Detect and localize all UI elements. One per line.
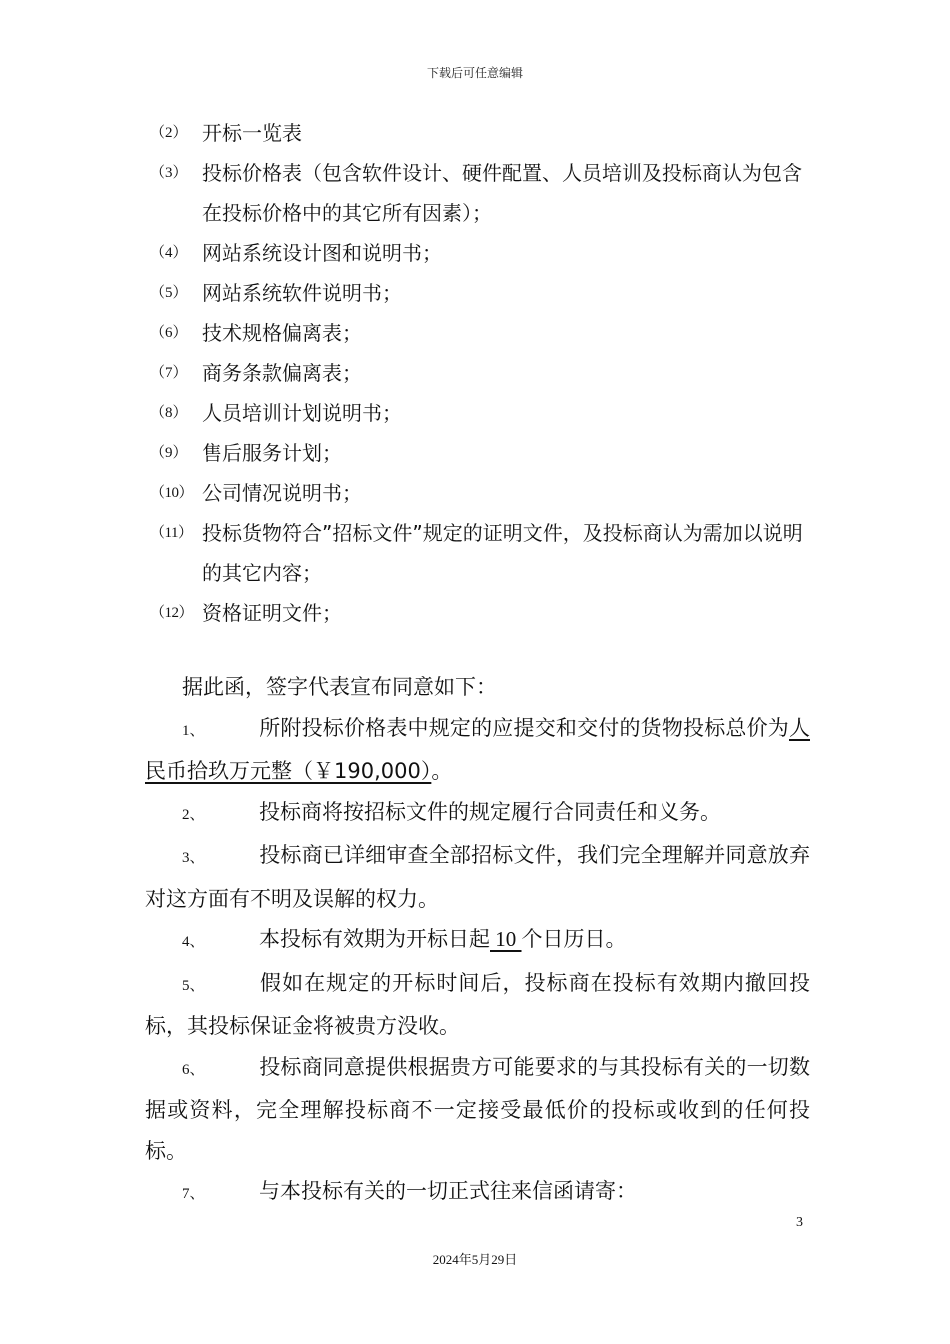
clause-1 <box>145 708 810 792</box>
clause-2 <box>145 792 810 836</box>
list-item-text: 开标一览表 <box>202 121 302 145</box>
list-item <box>150 153 810 233</box>
list-item <box>150 393 810 433</box>
list-item-text: 人员培训计划说明书； <box>202 401 402 425</box>
list-item-text: 技术规格偏离表； <box>202 321 362 345</box>
list-item <box>150 113 810 153</box>
list-item-number: （9） <box>150 445 188 461</box>
clause-text: 投标商将按招标文件的规定履行合同责任和义务。 <box>259 799 721 824</box>
list-item-text: 网站系统软件说明书； <box>202 281 402 305</box>
clause-number: 3、 <box>182 850 205 866</box>
list-item-text: 公司情况说明书； <box>202 481 362 505</box>
clause-number: 6、 <box>182 1061 205 1078</box>
clause-4 <box>145 919 810 963</box>
list-item <box>150 593 810 633</box>
clause-number: 4、 <box>182 934 205 950</box>
clause-6 <box>145 1047 810 1172</box>
list-item <box>150 353 810 393</box>
list-item-text: 投标货物符合”招标文件”规定的证明文件，及投标商认为需加以说明的其它内容； <box>202 521 803 585</box>
clause-text: 投标商同意提供根据贵方可能要求的与其投标有关的一切数据或资料，完全理解投标商不一定接受最低价的投标或收到的任何投标。 <box>145 1054 810 1163</box>
list-item-text: 资格证明文件； <box>202 601 342 625</box>
list-item-number: （2） <box>150 125 188 141</box>
list-item-number: （8） <box>150 405 188 421</box>
clause-number: 7、 <box>182 1186 205 1202</box>
list-item-number: （4） <box>150 245 188 261</box>
list-item <box>150 433 810 473</box>
declaration-intro: 据此函，签字代表宣布同意如下： <box>182 675 497 699</box>
clause-text: 假如在规定的开标时间后，投标商在投标有效期内撤回投标，其投标保证金将被贵方没收。 <box>145 970 810 1038</box>
document-list <box>150 113 810 633</box>
list-item <box>150 233 810 273</box>
clause-text: 本投标有效期为开标日起 <box>259 927 490 951</box>
list-item <box>150 273 810 313</box>
clause-number: 2、 <box>182 806 205 823</box>
declaration-body <box>145 667 810 1215</box>
page-header: 下载后可任意编辑 <box>426 66 523 80</box>
clause-5 <box>145 963 810 1047</box>
clause-7 <box>145 1171 810 1215</box>
list-item-number: （3） <box>150 165 188 181</box>
list-item <box>150 313 810 353</box>
list-item-text: 商务条款偏离表； <box>202 361 362 385</box>
list-item-number: （5） <box>150 285 188 301</box>
validity-days: 10 <box>490 927 522 951</box>
clause-text: 所附投标价格表中规定的应提交和交付的货物投标总价为 <box>259 715 789 740</box>
clause-text: 投标商已详细审查全部招标文件，我们完全理解并同意放弃对这方面有不明及误解的权力。 <box>145 843 810 911</box>
page-number: 3 <box>796 1215 803 1230</box>
list-item-number: （6） <box>150 325 188 341</box>
list-item-number: （7） <box>150 365 188 381</box>
list-item-number: （12） <box>150 605 194 621</box>
bid-amount: 人民币拾玖万元整（￥190,000） <box>145 715 810 783</box>
list-item-text: 投标价格表（包含软件设计、硬件配置、人员培训及投标商认为包含在投标价格中的其它所有因素）； <box>202 161 802 225</box>
page-footer-date: 2024年5月29日 <box>432 1252 518 1267</box>
clause-number: 1、 <box>182 722 205 739</box>
list-item-text: 售后服务计划； <box>202 441 342 465</box>
list-item-text: 网站系统设计图和说明书； <box>202 241 442 265</box>
clause-text: 与本投标有关的一切正式往来信函请寄： <box>259 1179 637 1203</box>
list-item <box>150 513 810 593</box>
list-item-number: （10） <box>150 485 194 501</box>
list-item <box>150 473 810 513</box>
clause-number: 5、 <box>182 977 205 994</box>
list-item-number: （11） <box>150 525 193 541</box>
clause-3 <box>145 835 810 919</box>
clause-text-end: 个日历日。 <box>521 927 627 951</box>
clause-text-end: 。 <box>431 759 453 783</box>
